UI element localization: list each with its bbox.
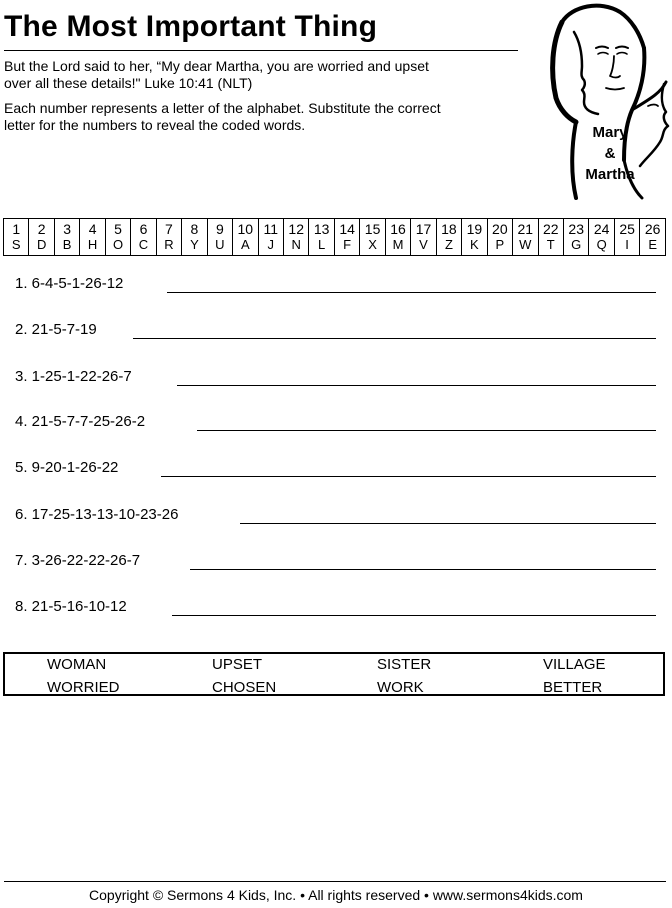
answer-line[interactable] <box>161 476 656 477</box>
cipher-letter: B <box>62 237 72 252</box>
coded-word: 4. 21-5-7-7-25-26-2 <box>15 413 146 430</box>
coded-word-question <box>15 275 660 297</box>
cipher-cell <box>589 219 614 256</box>
instructions <box>4 100 524 134</box>
cipher-number: 24 <box>593 221 610 237</box>
footer-copyright: Copyright © Sermons 4 Kids, Inc. • All rights reserved • www.sermons4kids.com <box>89 887 583 903</box>
cipher-letter: G <box>571 237 582 252</box>
cipher-letter: S <box>11 237 21 252</box>
cipher-key-table <box>3 218 666 256</box>
coded-word: 6. 17-25-13-13-10-23-26 <box>15 506 179 523</box>
logo-text-martha: Martha <box>585 166 635 183</box>
cipher-number: 5 <box>114 221 122 237</box>
cipher-letter: M <box>392 237 404 252</box>
cipher-cell <box>207 219 232 256</box>
mary-martha-logo <box>528 2 672 200</box>
cipher-letter: Y <box>190 237 199 252</box>
cipher-number: 4 <box>88 221 97 237</box>
answer-line[interactable] <box>177 385 656 386</box>
cipher-number: 7 <box>165 221 173 237</box>
cipher-number: 19 <box>466 221 483 237</box>
cipher-number: 14 <box>339 221 355 237</box>
cipher-letter: F <box>343 237 352 252</box>
cipher-cell <box>640 219 666 256</box>
coded-word-question <box>15 552 660 574</box>
cipher-number: 3 <box>63 221 72 237</box>
cipher-letter: R <box>164 237 174 252</box>
cipher-letter: N <box>291 237 301 252</box>
title-rule <box>4 50 518 51</box>
cipher-cell <box>80 219 105 256</box>
cipher-letter: A <box>240 237 250 252</box>
cipher-cell <box>258 219 283 256</box>
cipher-cell <box>462 219 487 256</box>
cipher-number: 17 <box>415 221 432 237</box>
cipher-letter: J <box>267 237 274 252</box>
verse-line-1: But the Lord said to her, “My dear Martha, you are worried and upset <box>4 58 429 74</box>
answer-line[interactable] <box>167 292 656 293</box>
word-bank-word: VILLAGE <box>543 656 606 673</box>
cipher-letter: T <box>546 237 555 252</box>
cipher-letter: I <box>625 237 629 252</box>
page-title: The Most Important Thing <box>4 10 378 43</box>
cipher-letter: C <box>138 237 149 252</box>
word-bank-word: UPSET <box>212 656 263 673</box>
coded-word: 1. 6-4-5-1-26-12 <box>15 275 124 292</box>
cipher-cell <box>4 219 29 256</box>
cipher-number: 9 <box>215 221 224 237</box>
cipher-cell <box>385 219 410 256</box>
word-bank-word: WOMAN <box>47 656 107 673</box>
mary-martha-faces-icon <box>528 2 672 200</box>
cipher-cell <box>360 219 385 256</box>
cipher-letter: Z <box>444 237 453 252</box>
cipher-cell <box>105 219 130 256</box>
cipher-number: 12 <box>288 221 304 237</box>
cipher-number: 6 <box>139 221 148 237</box>
cipher-cell <box>538 219 563 256</box>
cipher-number: 2 <box>37 221 46 237</box>
word-bank-word: BETTER <box>543 679 603 696</box>
cipher-cell <box>513 219 538 256</box>
cipher-number: 18 <box>441 221 457 237</box>
cipher-letter: P <box>495 237 505 252</box>
cipher-letter: W <box>519 237 532 252</box>
cipher-cell <box>309 219 334 256</box>
cipher-cell <box>54 219 79 256</box>
cipher-number: 21 <box>517 221 534 237</box>
cipher-letter: H <box>87 237 98 252</box>
bible-verse <box>4 58 524 92</box>
word-bank-word: WORK <box>377 679 424 696</box>
answer-line[interactable] <box>240 523 656 524</box>
word-bank-word: CHOSEN <box>212 679 277 696</box>
cipher-cell <box>614 219 639 256</box>
coded-word-question <box>15 413 660 435</box>
cipher-cell <box>233 219 258 256</box>
cipher-cell <box>436 219 461 256</box>
cipher-letter: X <box>368 237 377 252</box>
cipher-letter: U <box>215 237 225 252</box>
answer-line[interactable] <box>172 615 656 616</box>
coded-word: 8. 21-5-16-10-12 <box>15 598 127 615</box>
logo-text-ampersand: & <box>604 145 616 162</box>
word-bank-word: SISTER <box>377 656 432 673</box>
cipher-number: 13 <box>313 221 330 237</box>
coded-word: 5. 9-20-1-26-22 <box>15 459 119 476</box>
cipher-cell <box>487 219 512 256</box>
cipher-letter: D <box>36 237 47 252</box>
cipher-cell <box>563 219 588 256</box>
coded-word-question <box>15 459 660 481</box>
cipher-number: 26 <box>644 221 661 237</box>
cipher-number: 16 <box>390 221 406 237</box>
cipher-letter: V <box>419 237 428 252</box>
coded-word: 3. 1-25-1-22-26-7 <box>15 368 132 385</box>
footer-rule <box>4 881 666 882</box>
coded-word-question <box>15 368 660 390</box>
cipher-cell <box>182 219 207 256</box>
coded-word: 2. 21-5-7-19 <box>15 321 97 338</box>
cipher-number: 10 <box>237 221 254 237</box>
cipher-letter: K <box>470 237 479 252</box>
cipher-cell <box>283 219 308 256</box>
cipher-cell <box>411 219 436 256</box>
instructions-line-1: Each number represents a letter of the alphabet. Substitute the correct <box>4 100 441 116</box>
coded-word: 7. 3-26-22-22-26-7 <box>15 552 141 569</box>
cipher-number: 11 <box>263 221 279 237</box>
instructions-line-2: letter for the numbers to reveal the coded words. <box>4 117 306 133</box>
cipher-number: 25 <box>619 221 635 237</box>
cipher-cell <box>29 219 54 256</box>
answer-line[interactable] <box>197 430 656 431</box>
cipher-cell <box>156 219 181 256</box>
verse-line-2: over all these details!" Luke 10:41 (NLT) <box>4 75 253 91</box>
cipher-number: 23 <box>568 221 584 237</box>
cipher-number: 15 <box>364 221 381 237</box>
answer-line[interactable] <box>190 569 656 570</box>
cipher-number: 20 <box>492 221 508 237</box>
cipher-cell <box>334 219 359 256</box>
coded-word-question <box>15 506 660 528</box>
cipher-letter: E <box>648 237 657 252</box>
word-bank <box>3 652 665 696</box>
answer-line[interactable] <box>133 338 656 339</box>
cipher-letter: L <box>318 237 326 252</box>
cipher-number: 1 <box>12 221 21 237</box>
word-bank-word: WORRIED <box>47 679 120 696</box>
cipher-number: 22 <box>542 221 559 237</box>
cipher-letter: Q <box>596 237 607 252</box>
logo-text-mary: Mary <box>592 124 628 141</box>
cipher-number: 8 <box>190 221 199 237</box>
coded-word-question <box>15 321 660 343</box>
cipher-letter: O <box>112 237 124 252</box>
coded-word-question <box>15 598 660 620</box>
cipher-cell <box>131 219 156 256</box>
